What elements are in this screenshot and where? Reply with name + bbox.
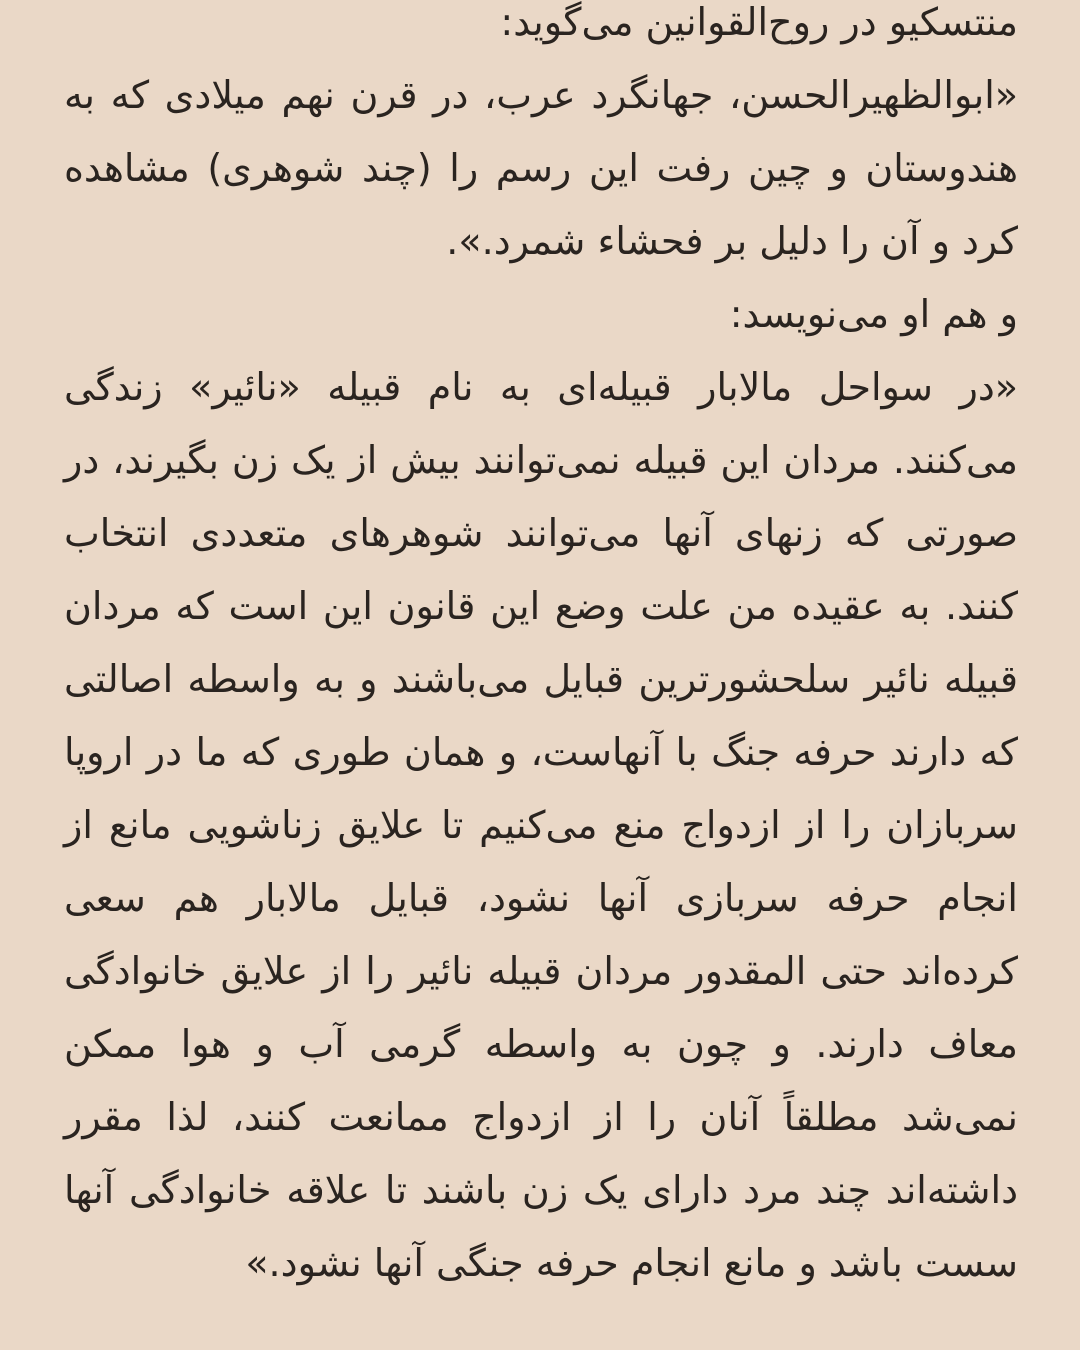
paragraph-intro-second: و هم او می‌نویسد: (729, 292, 1018, 336)
paragraph-intro-montesquieu: منتسکیو در روح‌القوانین می‌گوید: (500, 0, 1018, 44)
paragraph-quote-traveler: «ابوالظهیرالحسن، جهانگرد عرب، در قرن نهم میلادی که به هندوستان و چین رفت این رسم را (چند شوهری) مشاهده کرد و آن را دلیل بر فحشاء شمرد.». (64, 73, 1018, 263)
paragraph-quote-malabar: «در سواحل مالابار قبیله‌ای به نام قبیله «نائیر» زندگی می‌کنند. مردان این قبیله نمی‌توانند بیش از یک زن بگیرند، در صورتی که زنهای آنها می‌توانند شوهرهای متعددی انتخاب کنند. به عقیده من علت وضع این قانون این است که مردان قبیله نائیر سلحشورترین قبایل می‌باشند و به واسطه اصالتی که دارند حرفه جنگ با آنهاست، و همان طوری که ما در اروپا سربازان را از ازدواج منع می‌کنیم تا علایق زناشویی مانع از انجام حرفه سربازی آنها نشود، قبایل مالابار هم سعی کرده‌اند حتی المقدور مردان قبیله نائیر را از علایق خانوادگی معاف دارند. و چون به واسطه گرمی آب و هوا ممکن نمی‌شد مطلقاً آنان را از ازدواج ممانعت کنند، لذا مقرر داشته‌اند چند مرد دارای یک زن باشند تا علاقه خانوادگی آنها سست باشد و مانع انجام حرفه جنگی آنها نشود.» (64, 365, 1018, 1285)
